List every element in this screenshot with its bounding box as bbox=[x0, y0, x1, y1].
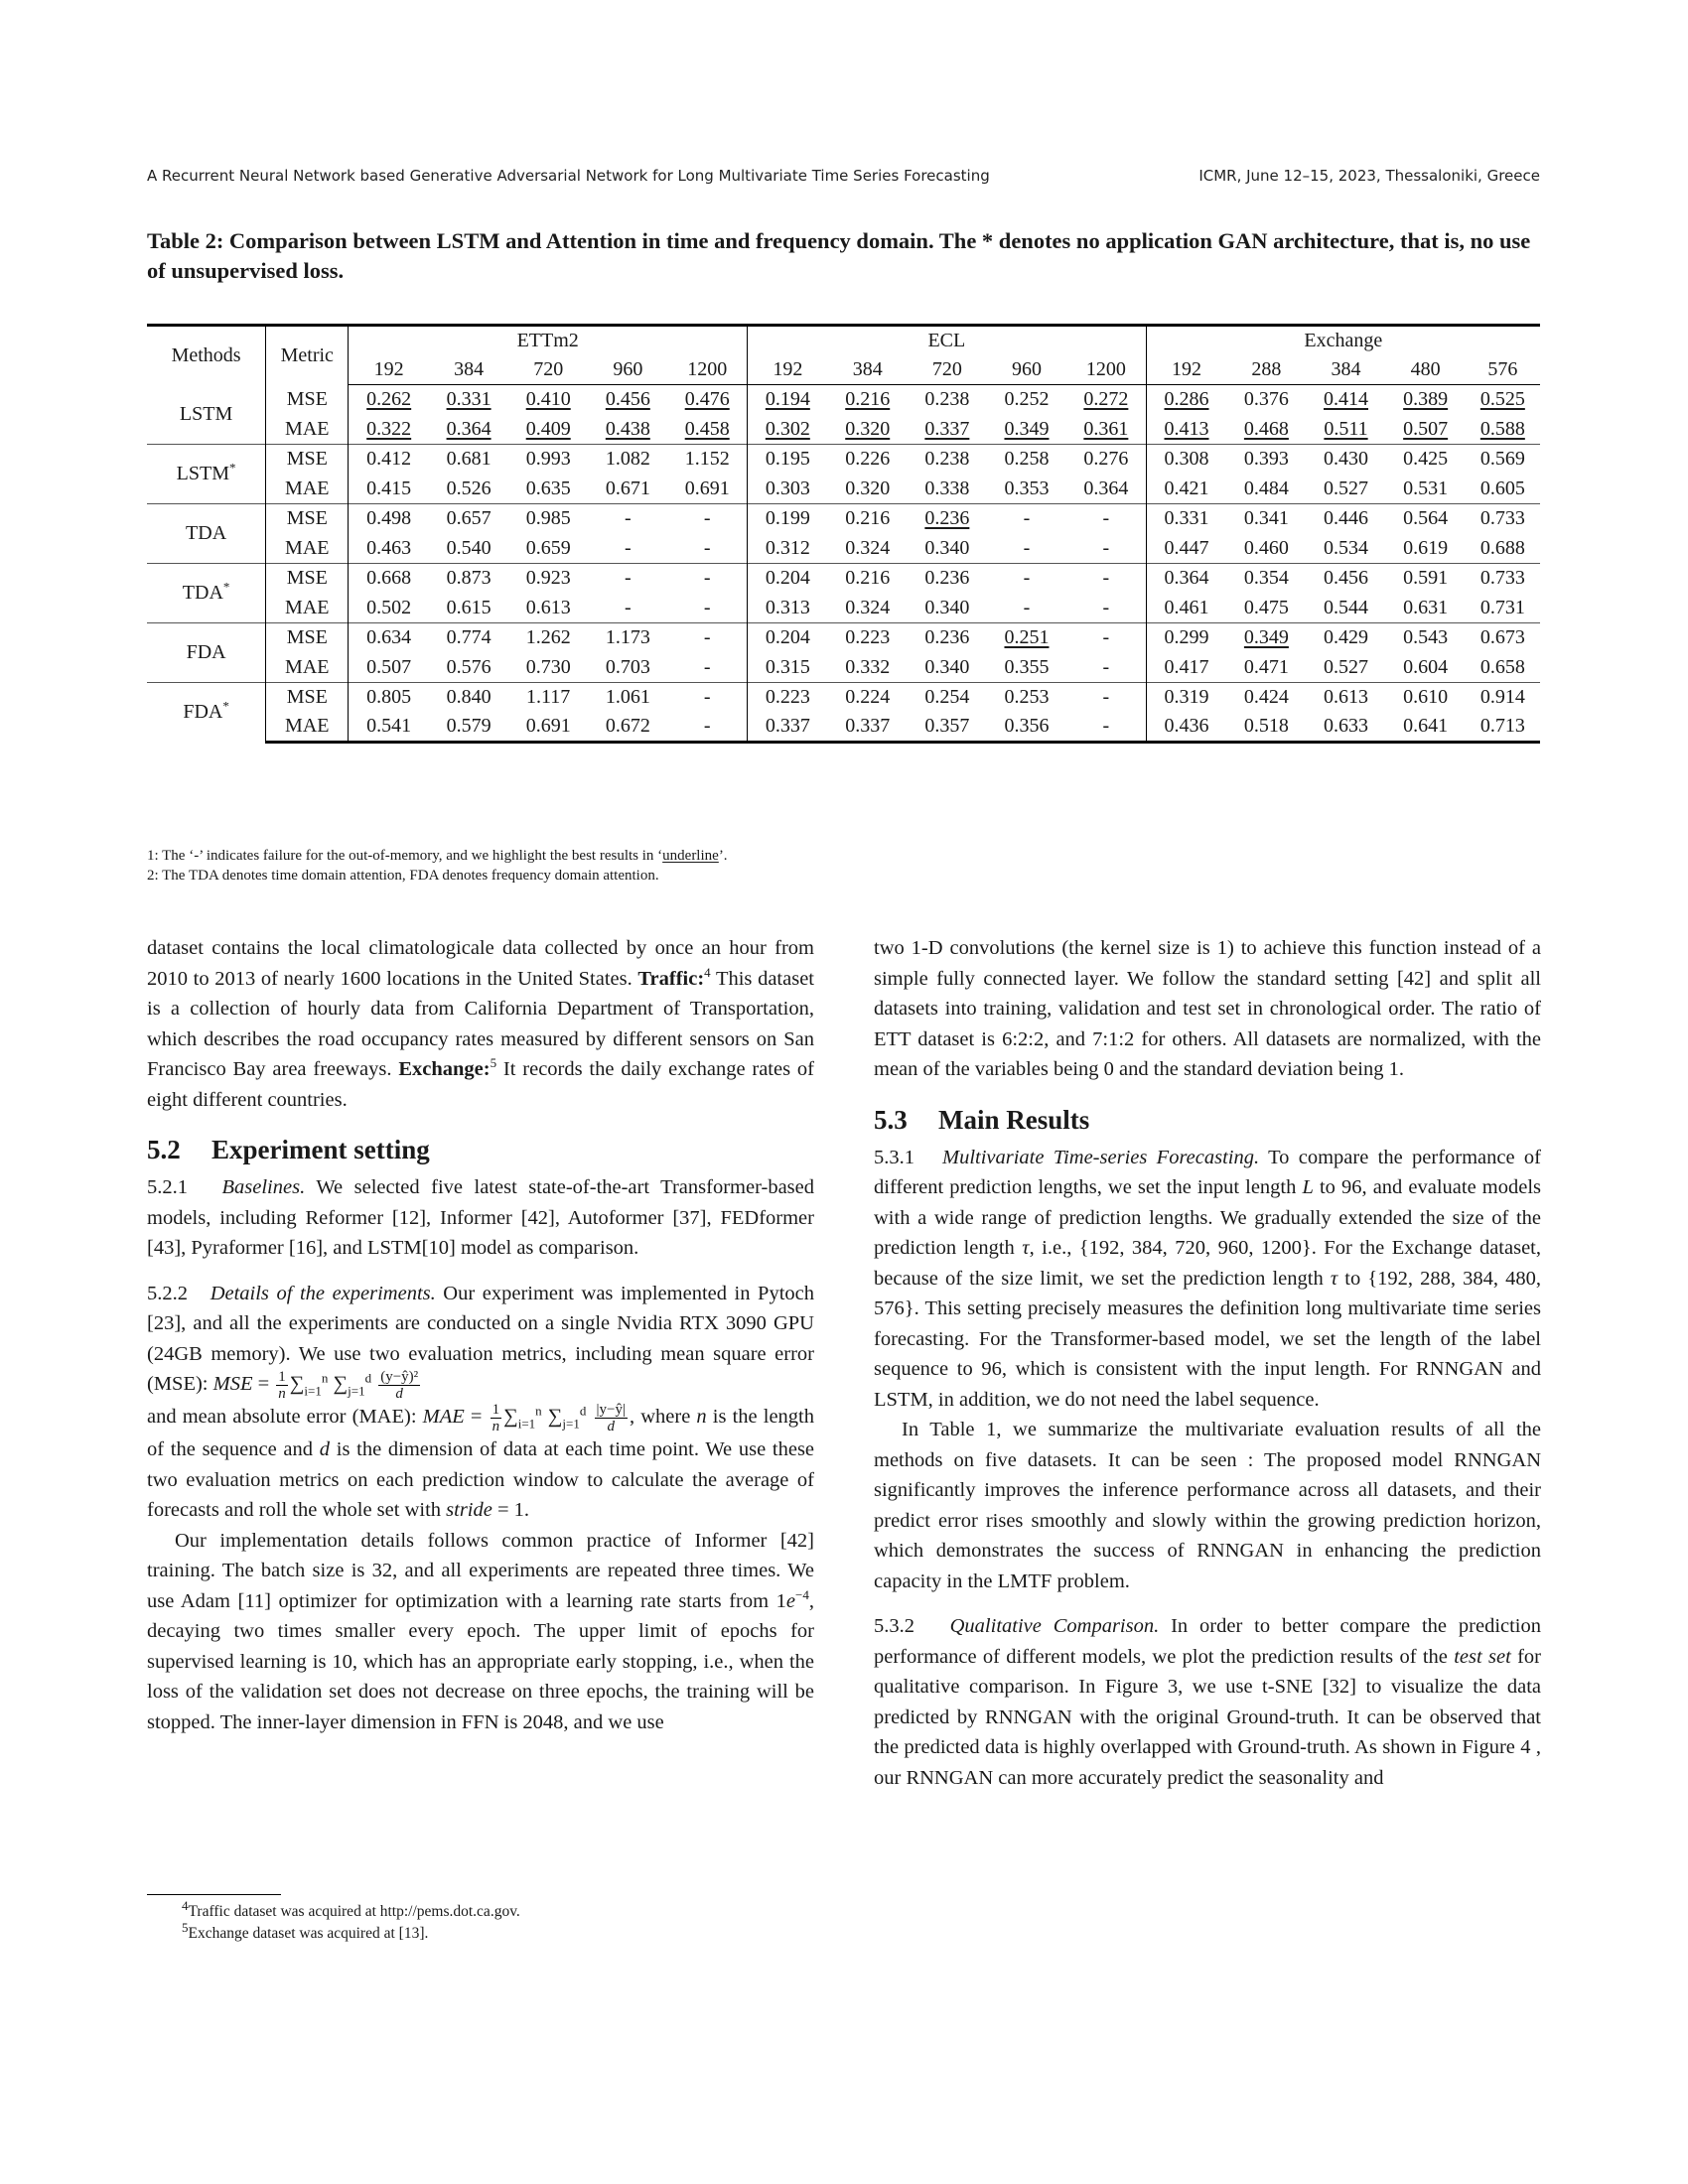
header-horizon: 1200 bbox=[1066, 355, 1146, 385]
table-cell: 0.691 bbox=[508, 713, 588, 743]
table-cell: 0.223 bbox=[828, 623, 908, 653]
table-cell: 0.460 bbox=[1243, 536, 1289, 559]
method-name: TDA* bbox=[147, 564, 266, 623]
table-cell: 0.414 bbox=[1324, 388, 1369, 411]
table-cell: 0.303 bbox=[748, 475, 828, 504]
note-2: 2: The TDA denotes time domain attention, FDA denotes frequency domain attention. bbox=[147, 868, 659, 884]
table-cell: 0.312 bbox=[748, 534, 828, 564]
table-cell: 0.331 bbox=[1146, 504, 1226, 534]
table-cell: 0.604 bbox=[1403, 655, 1449, 678]
table-cell: 0.446 bbox=[1306, 504, 1385, 534]
table-cell: 0.681 bbox=[429, 445, 508, 475]
table-cell: 0.985 bbox=[508, 504, 588, 534]
section-5-3-heading: 5.3 Main Results bbox=[874, 1104, 1090, 1135]
table-cell: 0.534 bbox=[1324, 536, 1369, 559]
table-cell: 0.216 bbox=[828, 564, 908, 594]
table-cell: 0.413 bbox=[1146, 415, 1226, 445]
method-name: LSTM* bbox=[147, 445, 266, 504]
table-cell: 0.671 bbox=[605, 477, 650, 499]
table-cell: 0.691 bbox=[684, 477, 730, 499]
table-cell: 0.993 bbox=[508, 445, 588, 475]
table-cell: 0.731 bbox=[1479, 596, 1525, 618]
method-name: FDA bbox=[147, 623, 266, 683]
table-cell: 0.641 bbox=[1386, 713, 1466, 743]
table-cell: 0.320 bbox=[845, 417, 891, 440]
table-cell: 0.525 bbox=[1479, 388, 1525, 411]
table-cell: 0.357 bbox=[908, 713, 987, 743]
table-row bbox=[147, 475, 1540, 504]
table-cell: 0.461 bbox=[1146, 594, 1226, 623]
metric-name: MAE bbox=[266, 653, 349, 683]
table-cell: - bbox=[1102, 655, 1110, 678]
table-cell: 0.223 bbox=[748, 683, 828, 713]
table-cell: - bbox=[1066, 623, 1146, 653]
table-cell: 0.412 bbox=[349, 445, 429, 475]
metric-name: MSE bbox=[266, 504, 349, 534]
baselines-paragraph: 5.2.1 Baselines. We selected five latest state-of-the-art Transformer-based models, including Reformer [12], Informer [42], Autoformer [37], FEDformer [43], Pyraformer [16], and LSTM[10] model as comparison. bbox=[147, 1176, 815, 1259]
table-cell: 0.324 bbox=[845, 596, 891, 618]
table-cell: 0.324 bbox=[845, 536, 891, 559]
table-cell: 0.668 bbox=[349, 564, 429, 594]
header-horizon: 576 bbox=[1466, 355, 1540, 385]
table-cell: 0.236 bbox=[908, 564, 987, 594]
header-horizon: 192 bbox=[349, 355, 429, 385]
table-cell: - bbox=[588, 504, 667, 534]
table-cell: 0.302 bbox=[748, 415, 828, 445]
table-cell: 0.456 bbox=[605, 388, 650, 411]
table-row bbox=[147, 623, 1540, 653]
table-cell: 0.338 bbox=[924, 477, 970, 499]
table-cell: 1.082 bbox=[588, 445, 667, 475]
table-cell: 0.569 bbox=[1466, 445, 1540, 475]
table-cell: 0.251 bbox=[987, 623, 1066, 653]
table-cell: 0.703 bbox=[605, 655, 650, 678]
table-cell: 0.354 bbox=[1226, 564, 1306, 594]
table-cell: 0.436 bbox=[1146, 713, 1226, 743]
header-methods: Methods bbox=[147, 326, 266, 385]
table-cell: 0.361 bbox=[1083, 417, 1129, 440]
table-cell: 0.337 bbox=[828, 713, 908, 743]
table-cell: - bbox=[667, 683, 747, 713]
table-notes bbox=[147, 846, 1140, 886]
table-row bbox=[147, 683, 1540, 713]
table-cell: 0.226 bbox=[828, 445, 908, 475]
table-cell: 0.576 bbox=[446, 655, 492, 678]
table-cell: 0.410 bbox=[525, 388, 571, 411]
metric-name: MAE bbox=[266, 415, 349, 445]
method-name: FDA* bbox=[147, 683, 266, 743]
table-cell: 0.224 bbox=[828, 683, 908, 713]
metric-name: MSE bbox=[266, 385, 349, 415]
header-horizon: 192 bbox=[748, 355, 828, 385]
table-cell: 0.507 bbox=[1403, 417, 1449, 440]
table-cell: 0.605 bbox=[1479, 477, 1525, 499]
table-row bbox=[147, 415, 1540, 445]
table-row bbox=[147, 653, 1540, 683]
table-cell: 0.659 bbox=[525, 536, 571, 559]
table-cell: - bbox=[1066, 683, 1146, 713]
table-cell: - bbox=[1066, 564, 1146, 594]
table-cell: 0.634 bbox=[349, 623, 429, 653]
table-cell: 0.238 bbox=[924, 388, 970, 411]
method-name: TDA bbox=[147, 504, 266, 564]
table-cell: 0.713 bbox=[1466, 713, 1540, 743]
table-cell: 0.541 bbox=[349, 713, 429, 743]
metric-name: MAE bbox=[266, 594, 349, 623]
results-table bbox=[147, 324, 1540, 744]
table-cell: 0.238 bbox=[908, 445, 987, 475]
table-cell: 0.331 bbox=[446, 388, 492, 411]
table-cell: 0.424 bbox=[1226, 683, 1306, 713]
table-cell: 0.252 bbox=[1004, 388, 1050, 411]
table-cell: 0.216 bbox=[828, 504, 908, 534]
table-cell: 0.657 bbox=[429, 504, 508, 534]
implementation-paragraph: Our implementation details follows common practice of Informer [42] training. The batch size is 32, and all experiments are repeated three times. We use Adam [11] optimizer for optimization with a learning rate starts from $1e^{-4}$, decaying two times smaller every epoch. The upper limit of epochs for supervised learning is 10, which has an appropriate early stopping, i.e., when the loss of the validation set does not decrease on three epochs, the training will be stopped. The inner-layer dimension in FFN is 2048, and we use bbox=[147, 1529, 814, 1733]
table-cell: 0.364 bbox=[446, 417, 492, 440]
table-cell: 1.117 bbox=[508, 683, 588, 713]
table-cell: 0.356 bbox=[987, 713, 1066, 743]
metric-name: MSE bbox=[266, 445, 349, 475]
table-cell: 0.272 bbox=[1083, 388, 1129, 411]
footnote-4: $^4$Traffic dataset was acquired at http://pems.dot.ca.gov. bbox=[182, 1897, 520, 1920]
metric-name: MSE bbox=[266, 564, 349, 594]
header-horizon: 384 bbox=[429, 355, 508, 385]
table-cell: 0.527 bbox=[1324, 655, 1369, 678]
table-cell: 0.733 bbox=[1466, 504, 1540, 534]
table-row bbox=[147, 594, 1540, 623]
datasets-paragraph: dataset contains the local climatologicale data collected by once an hour from 2010 to 2013 of nearly 1600 locations in the United States. Traffic:$^4$ This dataset is a collection of hourly data from California Department of Transportation, which describes the road occupancy rates measured by different sensors on San Francisco Bay area freeways. Exchange:$^5$ It records the daily exchange rates of eight different countries. bbox=[147, 937, 814, 1111]
table-cell: 0.340 bbox=[924, 596, 970, 618]
table-cell: 1.173 bbox=[588, 623, 667, 653]
table-cell: 0.337 bbox=[924, 417, 970, 440]
table-cell: 0.364 bbox=[1146, 564, 1226, 594]
table-cell: - bbox=[703, 596, 711, 618]
table-cell: 1.152 bbox=[667, 445, 747, 475]
table-cell: 0.615 bbox=[446, 596, 492, 618]
header-horizon: 480 bbox=[1386, 355, 1466, 385]
table-cell: 0.315 bbox=[748, 653, 828, 683]
table-cell: 0.673 bbox=[1466, 623, 1540, 653]
header-title: A Recurrent Neural Network based Generative Adversarial Network for Long Multivariate Time Series Forecasting bbox=[147, 167, 990, 185]
table-cell: - bbox=[667, 623, 747, 653]
section-5-2-heading: 5.2 Experiment setting bbox=[147, 1135, 430, 1164]
table-cell: 0.393 bbox=[1226, 445, 1306, 475]
metric-name: MAE bbox=[266, 534, 349, 564]
table-cell: 0.389 bbox=[1403, 388, 1449, 411]
table-cell: 0.313 bbox=[748, 594, 828, 623]
table-cell: 0.588 bbox=[1479, 417, 1525, 440]
table-cell: 0.923 bbox=[508, 564, 588, 594]
table-cell: 0.204 bbox=[748, 564, 828, 594]
metric-name: MAE bbox=[266, 475, 349, 504]
table-cell: 1.262 bbox=[508, 623, 588, 653]
table-cell: 0.236 bbox=[908, 504, 987, 534]
table-cell: 0.564 bbox=[1386, 504, 1466, 534]
running-header bbox=[147, 167, 1540, 185]
table-cell: 0.805 bbox=[349, 683, 429, 713]
metric-name: MSE bbox=[266, 683, 349, 713]
table-cell: 0.425 bbox=[1386, 445, 1466, 475]
method-name: LSTM bbox=[179, 402, 233, 425]
table-cell: - bbox=[1066, 713, 1146, 743]
table-row bbox=[147, 385, 1540, 415]
table-cell: 0.456 bbox=[1306, 564, 1385, 594]
table-cell: 0.476 bbox=[684, 388, 730, 411]
table-cell: 0.258 bbox=[987, 445, 1066, 475]
right-column bbox=[874, 933, 1541, 1793]
header-horizon: 960 bbox=[588, 355, 667, 385]
table-cell: 0.447 bbox=[1146, 534, 1226, 564]
table-cell: 0.518 bbox=[1226, 713, 1306, 743]
table-cell: 0.544 bbox=[1324, 596, 1369, 618]
table-cell: 0.332 bbox=[845, 655, 891, 678]
table-cell: 0.204 bbox=[748, 623, 828, 653]
table-cell: 0.429 bbox=[1306, 623, 1385, 653]
summary-paragraph: In Table 1, we summarize the multivariate evaluation results of all the methods on five datasets. It can be seen : The proposed model RNNGAN significantly improves the inference performance across all datasets, and their predict error rises smoothly and slowly within the growing prediction horizon, which demonstrates the success of RNNGAN in enhancing the prediction capacity in the LMTF problem. bbox=[874, 1419, 1541, 1592]
table-cell: 0.320 bbox=[845, 477, 891, 499]
table-cell: 0.468 bbox=[1243, 417, 1289, 440]
table-cell: - bbox=[624, 536, 632, 559]
table-cell: 0.364 bbox=[1083, 477, 1129, 499]
header-dataset: ECL bbox=[748, 326, 1147, 355]
table-cell: - bbox=[667, 504, 747, 534]
table-cell: 0.484 bbox=[1243, 477, 1289, 499]
table-cell: 0.262 bbox=[349, 385, 429, 415]
table-cell: 0.349 bbox=[1004, 417, 1050, 440]
table-cell: - bbox=[703, 655, 711, 678]
table-cell: 0.914 bbox=[1466, 683, 1540, 713]
table-cell: 0.631 bbox=[1403, 596, 1449, 618]
table-cell: 0.730 bbox=[525, 655, 571, 678]
left-column bbox=[147, 933, 814, 1737]
footnote-5: $^5$Exchange dataset was acquired at [13]. bbox=[182, 1919, 429, 1942]
header-horizon: 960 bbox=[987, 355, 1066, 385]
table-cell: 0.591 bbox=[1386, 564, 1466, 594]
table-cell: 0.236 bbox=[908, 623, 987, 653]
header-horizon: 720 bbox=[908, 355, 987, 385]
table-cell: 0.511 bbox=[1324, 417, 1368, 440]
table-cell: 0.540 bbox=[446, 536, 492, 559]
qualitative-paragraph: 5.3.2 Qualitative Comparison. In order to better compare the prediction performance of different models, we plot the prediction results of the test set for qualitative comparison. In Figure 3, we use t-SNE [32] to visualize the data predicted by RNNGAN with the original Ground-truth. It can be observed that the predicted data is highly overlapped with Ground-truth. As shown in Figure 4 , our RNNGAN can more accurately predict the seasonality and bbox=[874, 1615, 1542, 1789]
table-row bbox=[147, 713, 1540, 743]
table-cell: - bbox=[1066, 504, 1146, 534]
table-cell: - bbox=[987, 564, 1066, 594]
forecasting-paragraph: 5.3.1 Multivariate Time-series Forecasting. To compare the performance of different prediction lengths, we set the input length L to 96, and evaluate models with a wide range of prediction lengths. We gradually extended the size of the prediction length τ, i.e., {192, 384, 720, 960, 1200}. For the Exchange dataset, because of the size limit, we set the prediction length τ to {192, 288, 384, 480, 576}. This setting precisely measures the definition long multivariate time series forecasting. For the Transformer-based model, we set the length of the label sequence to 96, which is consistent with the input length. For RNNGAN and LSTM, in addition, we do not need the label sequence. bbox=[874, 1146, 1542, 1411]
table-cell: 0.527 bbox=[1324, 477, 1369, 499]
table-cell: 0.613 bbox=[525, 596, 571, 618]
table-cell: 0.633 bbox=[1306, 713, 1385, 743]
table-cell: 0.463 bbox=[349, 534, 429, 564]
table-cell: 0.774 bbox=[429, 623, 508, 653]
table-cell: 0.688 bbox=[1479, 536, 1525, 559]
table-caption: Table 2: Comparison between LSTM and Attention in time and frequency domain. The * denotes no application GAN architecture, that is, no use of unsupervised loss. bbox=[147, 228, 1531, 283]
table-cell: 0.322 bbox=[349, 415, 429, 445]
table-cell: 0.526 bbox=[446, 477, 492, 499]
table-row bbox=[147, 445, 1540, 475]
table-cell: 0.475 bbox=[1243, 596, 1289, 618]
table-cell: - bbox=[667, 564, 747, 594]
table-cell: 0.353 bbox=[1004, 477, 1050, 499]
table-cell: 0.458 bbox=[684, 417, 730, 440]
table-cell: 0.619 bbox=[1403, 536, 1449, 559]
header-venue: ICMR, June 12–15, 2023, Thessaloniki, Greece bbox=[1198, 167, 1540, 185]
table-cell: 0.376 bbox=[1243, 388, 1289, 411]
table-cell: - bbox=[667, 713, 747, 743]
table-cell: 0.199 bbox=[748, 504, 828, 534]
metric-name: MSE bbox=[266, 623, 349, 653]
note-1: 1: The ‘-’ indicates failure for the out-of-memory, and we highlight the best results in ‘underline’. bbox=[147, 848, 728, 864]
header-metric: Metric bbox=[266, 326, 349, 385]
table-cell: 0.658 bbox=[1479, 655, 1525, 678]
table-cell: 1.061 bbox=[588, 683, 667, 713]
table-cell: 0.254 bbox=[908, 683, 987, 713]
table-cell: 0.610 bbox=[1386, 683, 1466, 713]
table-row bbox=[147, 534, 1540, 564]
experiments-paragraph: 5.2.2 Details of the experiments. Our experiment was implemented in Pytoch [23], and all the experiments are conducted on a single Nvidia RTX 3090 GPU (24GB memory). We use two evaluation metrics, including mean square error (MSE): MSE = $\frac{1}{n}$ $\sum_{i=1}^n$ $\sum_{j=1}^d$ $\frac{\text{(y−ŷ)²}}{d}$ and mean absolute error (MAE): MAE = $\frac{1}{n}$ $\sum_{i=1}^n$ $\sum_{j=1}^d$ $\frac{|y-ŷ|}{d}$ , where n is the length of the sequence and d is the dimension of data at each time point. We use these two evaluation metrics on each prediction window to calculate the average of forecasts and roll the whole set with stride = 1. bbox=[147, 1282, 815, 1521]
table-cell: 0.507 bbox=[349, 653, 429, 683]
table-cell: 0.613 bbox=[1306, 683, 1385, 713]
table-cell: 0.337 bbox=[748, 713, 828, 743]
table-cell: 0.216 bbox=[845, 388, 891, 411]
header-horizon: 192 bbox=[1146, 355, 1226, 385]
table-cell: - bbox=[588, 564, 667, 594]
table-cell: 0.340 bbox=[924, 536, 970, 559]
table-cell: 0.438 bbox=[605, 417, 650, 440]
footnote-rule bbox=[147, 1894, 281, 1895]
table-cell: 0.253 bbox=[987, 683, 1066, 713]
table-cell: 0.355 bbox=[1004, 655, 1050, 678]
table-cell: 0.319 bbox=[1146, 683, 1226, 713]
table-cell: 0.341 bbox=[1226, 504, 1306, 534]
table-cell: 0.308 bbox=[1146, 445, 1226, 475]
table-cell: 0.194 bbox=[748, 385, 828, 415]
table-cell: 0.299 bbox=[1146, 623, 1226, 653]
table-cell: 0.195 bbox=[748, 445, 828, 475]
table-cell: 0.276 bbox=[1066, 445, 1146, 475]
table-cell: 0.430 bbox=[1306, 445, 1385, 475]
table-row bbox=[147, 564, 1540, 594]
table-cell: - bbox=[624, 596, 632, 618]
table-cell: - bbox=[1102, 536, 1110, 559]
table-cell: 0.543 bbox=[1386, 623, 1466, 653]
header-horizon: 384 bbox=[828, 355, 908, 385]
metric-name: MAE bbox=[266, 713, 349, 743]
table-cell: - bbox=[703, 536, 711, 559]
header-dataset: Exchange bbox=[1146, 326, 1540, 355]
table-cell: 0.635 bbox=[525, 477, 571, 499]
table-cell: 0.672 bbox=[588, 713, 667, 743]
header-dataset: ETTm2 bbox=[349, 326, 748, 355]
table-cell: 0.502 bbox=[349, 594, 429, 623]
table-cell: - bbox=[1102, 596, 1110, 618]
table-cell: 0.417 bbox=[1146, 653, 1226, 683]
table-cell: 0.531 bbox=[1403, 477, 1449, 499]
header-horizon: 288 bbox=[1226, 355, 1306, 385]
header-horizon: 1200 bbox=[667, 355, 747, 385]
header-horizon: 384 bbox=[1306, 355, 1385, 385]
setup-paragraph: two 1-D convolutions (the kernel size is 1) to achieve this function instead of a simple fully connected layer. We follow the standard setting [42] and split all datasets into training, validation and test set in chronological order. The ratio of ETT dataset is 6:2:2, and 7:1:2 for others. All datasets are normalized, with the mean of the variables being 0 and the standard deviation being 1. bbox=[874, 937, 1541, 1080]
table-cell: 0.498 bbox=[349, 504, 429, 534]
table-cell: 0.286 bbox=[1146, 385, 1226, 415]
table-cell: - bbox=[987, 504, 1066, 534]
table-cell: 0.340 bbox=[924, 655, 970, 678]
table-cell: 0.840 bbox=[429, 683, 508, 713]
table-cell: 0.415 bbox=[349, 475, 429, 504]
table-cell: - bbox=[1023, 596, 1031, 618]
table-cell: 0.421 bbox=[1146, 475, 1226, 504]
table-cell: 0.873 bbox=[429, 564, 508, 594]
table-cell: 0.409 bbox=[525, 417, 571, 440]
table-cell: 0.579 bbox=[429, 713, 508, 743]
table-cell: 0.471 bbox=[1243, 655, 1289, 678]
table-row bbox=[147, 504, 1540, 534]
table-cell: - bbox=[1023, 536, 1031, 559]
table-cell: 0.349 bbox=[1226, 623, 1306, 653]
table-cell: 0.733 bbox=[1466, 564, 1540, 594]
header-horizon: 720 bbox=[508, 355, 588, 385]
